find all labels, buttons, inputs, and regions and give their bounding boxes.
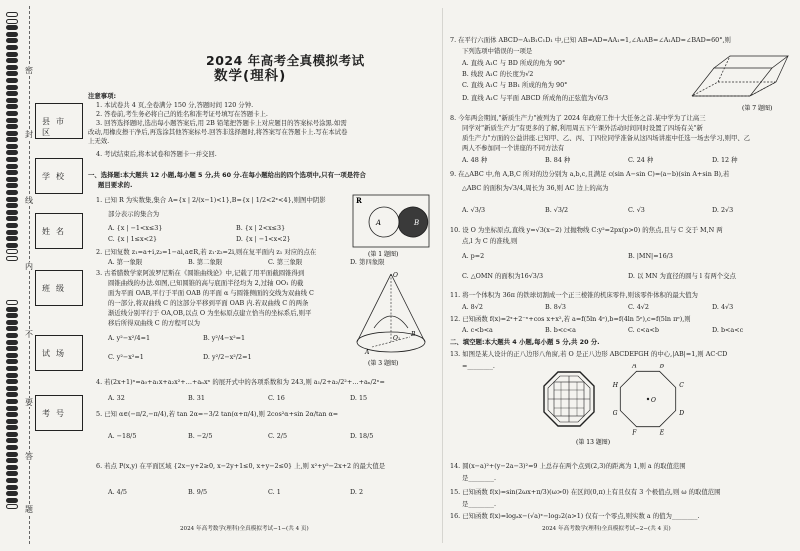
fig1-caption: (第 1 题图) xyxy=(368,251,399,258)
field-label: 姓名 xyxy=(42,227,70,236)
q14-stem: 14. 圆(x−a)²+(y−2a−3)²=9 上总存在两个点到(2,3)的距离为 1,则 a 的取值范围 xyxy=(450,462,686,470)
q12-stem: 12. 已知函数 f(x)=2ˣ+2⁻ˣ+cos x+x²,若 a=f(5ln 4ᵉ),b=f(4ln 5ᵉ),c=f(5ln πᵉ),则 xyxy=(450,315,691,323)
section1-heading: 一、选择题:本大题共 12 小题,每小题 5 分,共 60 分.在每小题给出的四个选项中,只有一项是符合 xyxy=(88,171,366,179)
punch-hole xyxy=(6,300,18,305)
punch-hole xyxy=(6,465,18,470)
q11-option-b[interactable]: B. 8√3 xyxy=(545,303,566,311)
punch-hole xyxy=(6,478,18,483)
punch-hole xyxy=(6,432,18,437)
q8-stem-line: 8. 今年两会期间,"新质生产力"被列为了 2024 年政府工作十大任务之首.某中学为了让高三 xyxy=(450,114,706,122)
punch-hole xyxy=(6,313,18,318)
q1-option-b[interactable]: B. {x | 2<x≤3} xyxy=(236,224,286,232)
punch-hole xyxy=(6,366,18,371)
set-a-circle xyxy=(369,207,399,237)
q5-option-b[interactable]: B. −2/5 xyxy=(188,432,213,440)
edge xyxy=(692,68,714,96)
punch-hole xyxy=(6,98,18,103)
punch-hole xyxy=(6,25,18,30)
q3-stem-line: 的一部分,将双曲线 C 的这部分平移到平面 OAB 内.若双曲线 C 的两条 xyxy=(108,299,309,307)
punch-hole xyxy=(6,445,18,450)
punch-hole xyxy=(6,438,18,443)
q8-option-c[interactable]: C. 24 种 xyxy=(628,156,654,164)
note-line: 4. 考试结束后,将本试卷和答题卡一并交回. xyxy=(96,150,217,158)
field-label: 试场 xyxy=(42,349,70,358)
q2-option-b[interactable]: B. 第二象限 xyxy=(188,258,223,266)
field-class[interactable] xyxy=(35,270,83,306)
punch-hole xyxy=(6,406,18,411)
q1-option-c[interactable]: C. {x | 1≤x<2} xyxy=(108,235,158,243)
center-point xyxy=(647,398,649,400)
fig3-label-o1: O₁ xyxy=(393,335,401,342)
q2-option-c[interactable]: C. 第三象限 xyxy=(268,258,303,266)
q7-stem-cont: 下列选项中错误的一项是 xyxy=(462,47,533,55)
punch-hole xyxy=(6,183,18,188)
q5-option-c[interactable]: C. 2/5 xyxy=(268,432,288,440)
q6-option-a[interactable]: A. 4/5 xyxy=(108,488,127,496)
punch-hole xyxy=(6,104,18,109)
field-exam-number[interactable] xyxy=(35,395,83,431)
q7-option-a[interactable]: A. 直线 A₁C 与 BD 所成的角为 90° xyxy=(462,59,566,67)
q3-option-d[interactable]: D. y²/2−x²/2=1 xyxy=(203,353,252,361)
punch-hole xyxy=(6,230,18,235)
octagon-vertex-label: H xyxy=(612,382,618,390)
section2-heading: 二、填空题:本大题共 4 小题,每小题 5 分,共 20 分. xyxy=(450,338,600,346)
q4-stem: 4. 若(2x+1)ⁿ=a₀+a₁x+a₂x²+…+aₙxⁿ 的展开式中的各项系数和为 243,则 a₁/2+a₂/2²+…+aₙ/2ⁿ= xyxy=(96,378,385,386)
q13-stem: 13. 如图是某人设计的正八边形八角窗,若 O 是正八边形 ABCDEFGH 的中心,|AB|=1,则 AC·CD xyxy=(450,350,728,358)
fig7-caption: (第 7 题图) xyxy=(742,105,773,112)
punch-hole xyxy=(6,243,18,248)
punch-hole xyxy=(6,498,18,503)
field-name[interactable] xyxy=(35,213,83,249)
q10-option-b[interactable]: B. |MN|=16/3 xyxy=(628,252,673,260)
q1-stem-cont: 部分表示的集合为 xyxy=(108,210,160,218)
q9-stem: 9. 在△ABC 中,角 A,B,C 所对的边分别为 a,b,c,且满足 c(sin A−sin C)=(a−b)(sin A+sin B),若 xyxy=(450,170,730,178)
q5-option-d[interactable]: D. 18/5 xyxy=(350,432,374,440)
punch-hole xyxy=(6,65,18,70)
q2-stem: 2. 已知复数 z₁=a+i,z₂=1−ai,a∈R,若 z₁·z₂=2i,则在复平面内 z₁ 对应的点在 xyxy=(96,248,317,256)
note-line: 3. 回答选择题时,选出每小题答案后,用 2B 铅笔把答题卡上对应题目的答案标号涂黑.如需 xyxy=(96,119,347,127)
q9-option-c[interactable]: C. √3 xyxy=(628,206,645,214)
note-line: 2. 答卷前,考生务必将自己的姓名和准考证号填写在答题卡上. xyxy=(96,110,268,118)
q3-stem-line: 3. 古希腊数学家阿波罗尼斯在《圆锥曲线论》中,记载了用平面截圆锥得到 xyxy=(96,269,305,277)
fig1-label-r: R xyxy=(356,196,362,205)
note-line: 上无效. xyxy=(88,137,110,145)
q12-option-b[interactable]: B. b<c<a xyxy=(545,326,576,334)
q13-answer-blank[interactable]: =________. xyxy=(462,362,495,370)
punch-hole xyxy=(6,340,18,345)
punch-hole xyxy=(6,373,18,378)
punch-hole xyxy=(6,425,18,430)
venn-diagram-figure xyxy=(352,194,430,260)
q3-option-c[interactable]: C. y²−x²=1 xyxy=(108,353,144,361)
punch-hole xyxy=(6,216,18,221)
punch-hole xyxy=(6,124,18,129)
q2-option-a[interactable]: A. 第一象限 xyxy=(108,258,143,266)
binding-strip xyxy=(0,0,85,551)
fig13-caption: (第 13 题图) xyxy=(576,439,611,446)
labeled-octagon xyxy=(612,364,685,436)
q3-option-a[interactable]: A. y²−x²/4=1 xyxy=(108,334,151,342)
octagon-vertex-label: D xyxy=(679,409,685,417)
punch-hole xyxy=(6,203,18,208)
note-line: 1. 本试卷共 4 页,全卷满分 150 分,答题时间 120 分钟. xyxy=(96,101,254,109)
q14-answer-blank[interactable]: 是________. xyxy=(462,474,496,482)
seal-line-char: 密 xyxy=(25,66,33,75)
q2-option-d[interactable]: D. 第四象限 xyxy=(350,258,385,266)
punch-hole xyxy=(6,326,18,331)
punch-hole xyxy=(6,491,18,496)
q10-option-d[interactable]: D. 以 MN 为直径的圆与 l 有两个交点 xyxy=(628,272,736,280)
octagon-vertex-label: C xyxy=(679,382,684,390)
punch-hole xyxy=(6,85,18,90)
seal-line-char: 不 xyxy=(25,330,33,339)
q11-option-a[interactable]: A. 8√2 xyxy=(462,303,483,311)
center-label: O xyxy=(651,397,656,404)
punch-hole xyxy=(6,177,18,182)
punch-hole xyxy=(6,471,18,476)
q11-stem: 11. 将一个体积为 36π 的铁球切割成一个正三棱锥的机床零件,则该零件体积的最大值为 xyxy=(450,291,698,299)
octagon-vertex-label: F xyxy=(632,429,637,437)
q3-stem-line: 面为平面 OAB,平行于平面 OAB 的平面 α 与圆锥侧面的交线为双曲线 C xyxy=(108,289,314,297)
field-label: 学校 xyxy=(42,172,70,181)
punch-hole xyxy=(6,170,18,175)
q6-option-d[interactable]: D. 2 xyxy=(350,488,364,496)
seal-line-char: 要 xyxy=(25,398,33,407)
field-exam-room[interactable] xyxy=(35,335,83,371)
q7-option-d[interactable]: D. 直线 A₁C 与平面 ABCD 所成角的正弦值为√6/3 xyxy=(462,94,609,102)
edge xyxy=(776,56,788,82)
punch-hole xyxy=(6,458,18,463)
fig3-label-b: B xyxy=(411,331,416,338)
punch-hole xyxy=(6,452,18,457)
section1-heading-cont: 题目要求的. xyxy=(98,181,133,189)
punch-hole xyxy=(6,91,18,96)
window-illustration xyxy=(544,372,594,426)
q1-option-a[interactable]: A. {x | −1<x≤3} xyxy=(108,224,163,232)
punch-hole xyxy=(6,45,18,50)
octagon-vertex-label: A xyxy=(632,364,637,370)
punch-hole xyxy=(6,399,18,404)
punch-hole xyxy=(6,150,18,155)
q8-option-d[interactable]: D. 12 种 xyxy=(712,156,738,164)
punch-hole xyxy=(6,307,18,312)
punch-hole xyxy=(6,111,18,116)
q12-option-a[interactable]: A. c<b<a xyxy=(462,326,493,334)
q9-option-d[interactable]: D. 2√3 xyxy=(712,206,734,214)
punch-hole xyxy=(6,137,18,142)
octagon-window-figure xyxy=(538,364,688,458)
punch-hole xyxy=(6,333,18,338)
q16-stem: 16. 已知函数 f(x)=logₐx−(√a)ˣ−log₂2(a>1) 仅有一个零点,则实数 a 的值为________. xyxy=(450,512,700,520)
edge-hidden xyxy=(718,56,730,82)
seal-line-char: 答 xyxy=(25,452,33,461)
q10-stem: 10. 设 O 为坐标原点,直线 y=√3(x−2) 过抛物线 C:y²=2px(p>0) 的焦点,且与 C 交于 M,N 两 xyxy=(450,226,723,234)
punch-hole xyxy=(6,52,18,57)
punch-hole xyxy=(6,346,18,351)
q6-option-b[interactable]: B. 9/5 xyxy=(188,488,208,496)
field-label: 县市区 xyxy=(42,117,70,137)
q10-option-c[interactable]: C. △OMN 的面积为16√3/3 xyxy=(462,272,544,280)
punch-hole xyxy=(6,485,18,490)
punch-hole xyxy=(6,164,18,169)
top-face xyxy=(714,56,788,68)
q9-option-b[interactable]: B. √3/2 xyxy=(545,206,569,214)
q4-option-d[interactable]: D. 15 xyxy=(350,394,368,402)
seal-line-char: 题 xyxy=(25,505,33,514)
punch-hole xyxy=(6,392,18,397)
q5-stem: 5. 已知 α∈(−π/2,−π/4),若 tan 2α=−3/2 tan(α+π/4),则 2cos²α+sin 2α/tan α= xyxy=(96,410,339,418)
punch-hole xyxy=(6,320,18,325)
q8-stem-line: 质生产力"方面的公益讲座.已知甲、乙、丙、丁四位同学准备从这四场讲座中任选一场去学习,则甲、乙 xyxy=(462,134,751,142)
q15-answer-blank[interactable]: 是________. xyxy=(462,500,496,508)
q4-option-a[interactable]: A. 32 xyxy=(108,394,125,402)
punch-hole xyxy=(6,78,18,83)
q11-option-c[interactable]: C. 4√2 xyxy=(628,303,649,311)
punch-hole xyxy=(6,210,18,215)
page-divider xyxy=(442,8,443,543)
punch-hole xyxy=(6,412,18,417)
punch-hole xyxy=(6,144,18,149)
seal-line-char: 封 xyxy=(25,130,33,139)
q1-option-d[interactable]: D. {x | −1<x<2} xyxy=(236,235,291,243)
q12-option-d[interactable]: D. b<a<c xyxy=(712,326,744,334)
punch-hole xyxy=(6,32,18,37)
punch-hole xyxy=(6,197,18,202)
punch-hole xyxy=(6,131,18,136)
field-school[interactable] xyxy=(35,158,83,194)
q6-option-c[interactable]: C. 1 xyxy=(268,488,281,496)
punch-hole xyxy=(6,386,18,391)
punch-hole xyxy=(6,12,18,17)
q1-stem: 1. 已知 R 为实数集,集合 A={x | 2/(x−1)<1},B={x | 1/2<2ˣ<4},则图中阴影 xyxy=(96,196,326,204)
punch-hole xyxy=(6,504,18,509)
punch-hole xyxy=(6,353,18,358)
punch-hole xyxy=(6,249,18,254)
punch-hole xyxy=(6,223,18,228)
punch-hole xyxy=(6,118,18,123)
q9-stem-cont: △ABC 的面积为√3/4,周长为 36,则 AC 边上的高为 xyxy=(462,184,609,192)
punch-holes-bottom xyxy=(4,300,20,511)
q8-option-a[interactable]: A. 48 种 xyxy=(462,156,488,164)
exam-title: 2024 年高考全真模拟考试 xyxy=(206,53,365,68)
punch-hole xyxy=(6,71,18,76)
note-line: 改动,用橡皮擦干净后,再选涂其他答案标号.回答非选择题时,将答案写在答题卡上.写在本试卷 xyxy=(88,128,348,136)
q3-stem-line: 移后所得双曲线 C 的方程可以为 xyxy=(108,319,201,327)
parallelepiped-figure xyxy=(686,52,792,114)
octagon-vertex-label: G xyxy=(612,409,618,417)
q15-stem: 15. 已知函数 f(x)=sin(2ωx+π/3)(ω>0) 在区间(0,π)上有且仅有 3 个极值点,则 ω 的取值范围 xyxy=(450,488,721,496)
punch-hole xyxy=(6,58,18,63)
punch-hole xyxy=(6,236,18,241)
octagon-vertex-label: E xyxy=(659,429,665,437)
punch-hole xyxy=(6,256,18,261)
punch-hole xyxy=(6,379,18,384)
q4-option-b[interactable]: B. 31 xyxy=(188,394,205,402)
q3-stem-line: 渐近线分别平行于 OA,OB,以点 O 为坐标原点建立恰当的坐标系后,则平 xyxy=(108,309,312,317)
q7-stem: 7. 在平行六面体 ABCD−A₁B₁C₁D₁ 中,已知 AB=AD=AA₁=1,∠A₁AB=∠A₁AD=∠BAD=60°,则 xyxy=(450,36,731,44)
octagon-vertex-label: B xyxy=(659,364,665,370)
page-footer-left: 2024 年高考数学(理科)全真模拟考试−1−(共 4 页) xyxy=(180,526,309,532)
q5-option-a[interactable]: A. −18/5 xyxy=(108,432,137,440)
q8-stem-line: 同学对"新质生产力"有更多的了解,利用周五下午课外活动时间同时设置了四场有关"新 xyxy=(462,124,703,132)
field-label: 班级 xyxy=(42,284,70,293)
q7-option-c[interactable]: C. 直线 A₁C 与 BB₁ 所成的角为 90° xyxy=(462,81,568,89)
q9-option-a[interactable]: A. √3/3 xyxy=(462,206,486,214)
fig3-caption: (第 3 题图) xyxy=(368,360,399,367)
q8-option-b[interactable]: B. 84 种 xyxy=(545,156,571,164)
seal-line-char: 线 xyxy=(25,196,33,205)
exam-subject: 数学(理科) xyxy=(214,68,287,84)
punch-hole xyxy=(6,419,18,424)
seal-line-char: 内 xyxy=(25,262,33,271)
punch-hole xyxy=(6,38,18,43)
q8-stem-line: 两人不参加同一个讲座的不同方法有 xyxy=(462,144,565,152)
q10-option-a[interactable]: A. p=2 xyxy=(462,252,485,260)
q3-option-b[interactable]: B. y²/4−x²=1 xyxy=(203,334,246,342)
fig3-label-a: A xyxy=(365,349,370,356)
field-county[interactable] xyxy=(35,103,83,139)
field-label: 考号 xyxy=(42,409,70,418)
edge xyxy=(750,82,776,96)
fig1-label-a: A xyxy=(376,219,382,227)
fig1-label-b: B xyxy=(414,219,420,227)
punch-holes-top xyxy=(4,12,20,263)
fig3-label-o: O xyxy=(393,272,398,279)
punch-hole xyxy=(6,19,18,24)
cone-figure xyxy=(350,268,432,368)
q6-stem: 6. 若点 P(x,y) 在平面区域 {2x−y+2≥0, x−2y+1≤0, x+y−2≤0} 上,则 x²+y²−2x+2 的最大值是 xyxy=(96,462,386,470)
punch-hole xyxy=(6,157,18,162)
q4-option-c[interactable]: C. 16 xyxy=(268,394,285,402)
q10-stem-cont: 点,l 为 C 的准线,则 xyxy=(462,237,518,245)
q3-stem-line: 圆锥曲线的办法.如图,已知圆锥的高与底面半径均为 2,过轴 OO₁ 的截 xyxy=(108,279,304,287)
q12-option-c[interactable]: C. c<a<b xyxy=(628,326,659,334)
notes-heading: 注意事项: xyxy=(88,92,117,100)
punch-hole xyxy=(6,190,18,195)
seal-line xyxy=(29,6,30,544)
q7-option-b[interactable]: B. 线段 A₁C 的长度为√2 xyxy=(462,70,534,78)
q11-option-d[interactable]: D. 4√3 xyxy=(712,303,734,311)
page-footer-right: 2024 年高考数学(理科)全真模拟考试−2−(共 4 页) xyxy=(542,526,671,532)
punch-hole xyxy=(6,359,18,364)
